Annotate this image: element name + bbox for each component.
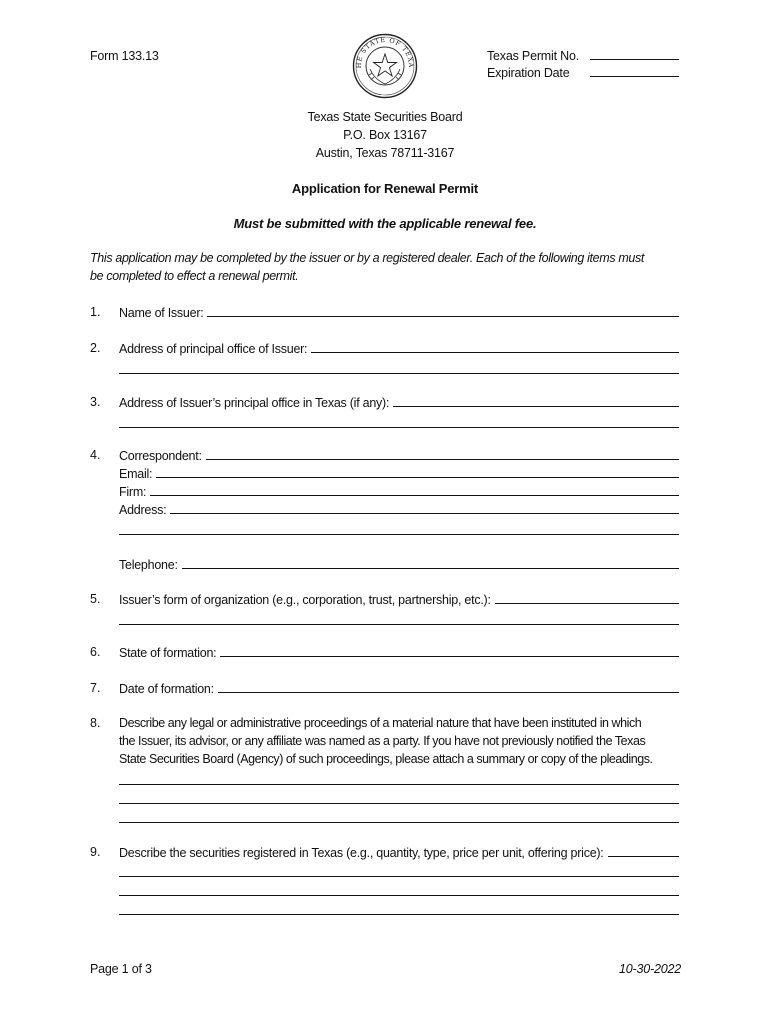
texas-office-field-line-2[interactable] <box>119 427 679 428</box>
firm-field[interactable] <box>150 495 679 496</box>
state-formation-field[interactable] <box>220 656 679 657</box>
agency-po-box: P.O. Box 13167 <box>343 128 427 142</box>
date-formation-field[interactable] <box>218 692 679 693</box>
principal-office-field-line-2[interactable] <box>119 373 679 374</box>
proceedings-field-line-3[interactable] <box>119 822 679 823</box>
organization-form-field-line-2[interactable] <box>119 624 679 625</box>
intro-line-1: This application may be completed by the issuer or by a registered dealer. Each of the following items must <box>90 251 645 265</box>
item-number-1: 1. <box>90 305 101 319</box>
principal-office-label: Address of principal office of Issuer: <box>119 342 308 356</box>
item-number-3: 3. <box>90 395 101 409</box>
page-number: Page 1 of 3 <box>90 962 152 976</box>
address-field[interactable] <box>170 513 679 514</box>
item-number-5: 5. <box>90 592 101 606</box>
state-seal <box>352 33 418 99</box>
page-subtitle: Must be submitted with the applicable renewal fee. <box>233 216 537 231</box>
expiration-date-field[interactable] <box>590 76 679 77</box>
date-formation-label: Date of formation: <box>119 682 214 696</box>
address-row <box>119 501 679 517</box>
securities-field-line-4[interactable] <box>119 914 679 915</box>
organization-form-row <box>119 591 679 607</box>
proceedings-field-line-2[interactable] <box>119 803 679 804</box>
state-formation-row <box>119 644 679 660</box>
proceedings-line-3: State Securities Board (Agency) of such proceedings, please attach a summary or copy of the pleadings. <box>119 752 653 766</box>
item-number-9: 9. <box>90 845 101 859</box>
proceedings-line-2: the Issuer, its advisor, or any affiliate was named as a party. If you have not previously notified the Texas <box>119 734 646 748</box>
permit-number-field[interactable] <box>590 59 679 60</box>
item-number-8: 8. <box>90 716 101 730</box>
securities-field[interactable] <box>608 856 679 857</box>
email-row <box>119 465 679 481</box>
securities-field-line-3[interactable] <box>119 895 679 896</box>
expiration-date-label: Expiration Date <box>487 66 570 80</box>
principal-office-field[interactable] <box>311 352 679 353</box>
firm-row <box>119 483 679 499</box>
texas-office-label: Address of Issuer’s principal office in Texas (if any): <box>119 396 390 410</box>
address-field-line-2[interactable] <box>119 534 679 535</box>
address-label: Address: <box>119 503 167 517</box>
item-number-4: 4. <box>90 448 101 462</box>
agency-city: Austin, Texas 78711-3167 <box>315 146 455 160</box>
correspondent-row <box>119 447 679 463</box>
svg-text:THE STATE OF TEXAS: HE STATE OF TEXA <box>354 35 416 69</box>
telephone-row <box>119 556 679 572</box>
principal-office-row <box>119 340 679 356</box>
item-number-7: 7. <box>90 681 101 695</box>
email-label: Email: <box>119 467 153 481</box>
form-number: Form 133.13 <box>90 49 159 63</box>
securities-row <box>119 844 679 860</box>
item-number-2: 2. <box>90 341 101 355</box>
state-formation-label: State of formation: <box>119 646 217 660</box>
page-title: Application for Renewal Permit <box>291 181 479 196</box>
correspondent-field[interactable] <box>206 459 679 460</box>
texas-office-field[interactable] <box>393 406 679 407</box>
telephone-field[interactable] <box>182 568 679 569</box>
firm-label: Firm: <box>119 485 147 499</box>
organization-form-field[interactable] <box>495 603 679 604</box>
organization-form-label: Issuer’s form of organization (e.g., corporation, trust, partnership, etc.): <box>119 593 491 607</box>
item-number-6: 6. <box>90 645 101 659</box>
texas-office-row <box>119 394 679 410</box>
telephone-label: Telephone: <box>119 558 178 572</box>
email-field[interactable] <box>156 477 679 478</box>
issuer-name-label: Name of Issuer: <box>119 306 204 320</box>
securities-field-line-2[interactable] <box>119 876 679 877</box>
issuer-name-row <box>119 304 679 320</box>
permit-number-label: Texas Permit No. <box>487 49 579 63</box>
correspondent-label: Correspondent: <box>119 449 202 463</box>
securities-label: Describe the securities registered in Texas (e.g., quantity, type, price per unit, offering price): <box>119 846 604 860</box>
date-formation-row <box>119 680 679 696</box>
revision-date: 10-30-2022 <box>619 962 681 976</box>
state-seal-icon <box>352 33 418 99</box>
intro-line-2: be completed to effect a renewal permit. <box>90 269 299 283</box>
proceedings-line-1: Describe any legal or administrative proceedings of a material nature that have been instituted in which <box>119 716 642 730</box>
issuer-name-field[interactable] <box>207 316 679 317</box>
agency-name: Texas State Securities Board <box>307 110 463 124</box>
proceedings-field-line-1[interactable] <box>119 784 679 785</box>
